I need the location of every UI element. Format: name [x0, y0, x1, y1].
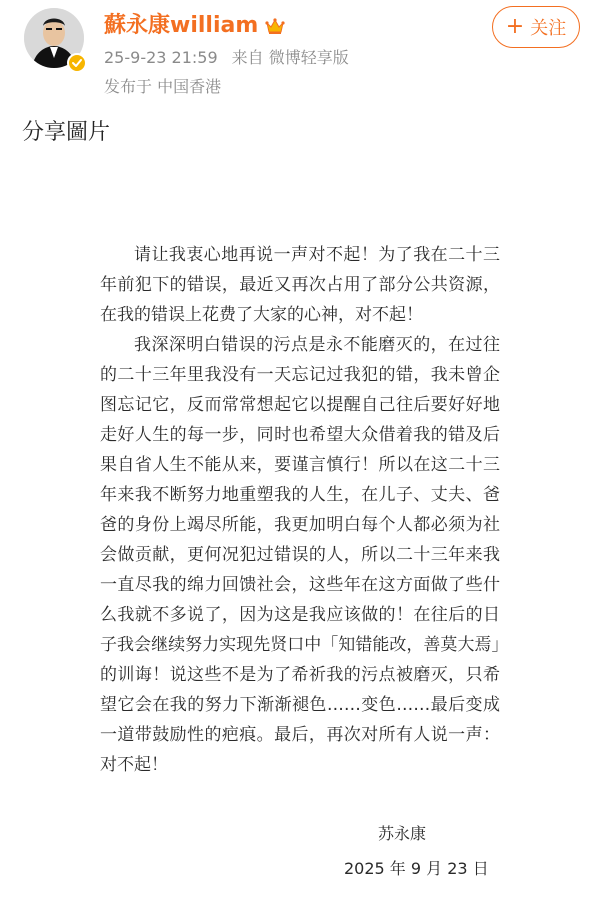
letter-body [100, 240, 500, 780]
follow-button-label: 关注 [530, 18, 567, 39]
post-text: 分享圖片 [22, 120, 111, 145]
author-name-row [104, 11, 286, 41]
letter-signature: 苏永康 [378, 824, 427, 843]
crown-badge-icon[interactable] [264, 15, 286, 37]
post-meta [104, 46, 349, 70]
verified-badge-icon [67, 53, 87, 73]
post-image[interactable] [0, 226, 600, 923]
post-location: 发布于 中国香港 [104, 77, 222, 96]
letter-date: 2025 年 9 月 23 日 [344, 859, 489, 878]
post-datetime: 25-9-23 21:59 [104, 48, 218, 67]
letter-paragraph: 请让我衷心地再说一声对不起！为了我在二十三年前犯下的错误，最近又再次占用了部分公共资源，在我的错误上花费了大家的心神，对不起！ [100, 245, 500, 325]
post-header [0, 0, 600, 104]
author-name[interactable]: 蘇永康william [104, 13, 259, 38]
post-source: 来自 微博轻享版 [231, 48, 349, 67]
letter-paragraph: 我深深明白错误的污点是永不能磨灭的，在过往的二十三年里我没有一天忘记过我犯的错，我未曾企图忘记它，反而常常想起它以提醒自己往后要好好地走好人生的每一步，同时也希望大众借着我的错及后果自省人生不能从来，要谨言慎行！所以在这二十三年来我不断努力地重塑我的人生，在儿子、丈夫、爸爸的身份上竭尽所能，我更加明白每个人都必须为社会做贡献，更何况犯过错误的人，所以二十三年来我一直尽我的绵力回馈社会，这些年在这方面做了些什么我就不多说了，因为这是我应该做的！在往后的日子我会继续努力实现先贤口中「知错能改，善莫大焉」的训诲！说这些不是为了希祈我的污点被磨灭，只希望它会在我的努力下渐渐褪色……变色……最后变成一道带鼓励性的疤痕。最后，再次对所有人说一声：对不起！ [100, 335, 500, 775]
plus-icon: + [505, 14, 525, 39]
follow-button[interactable] [492, 6, 580, 48]
